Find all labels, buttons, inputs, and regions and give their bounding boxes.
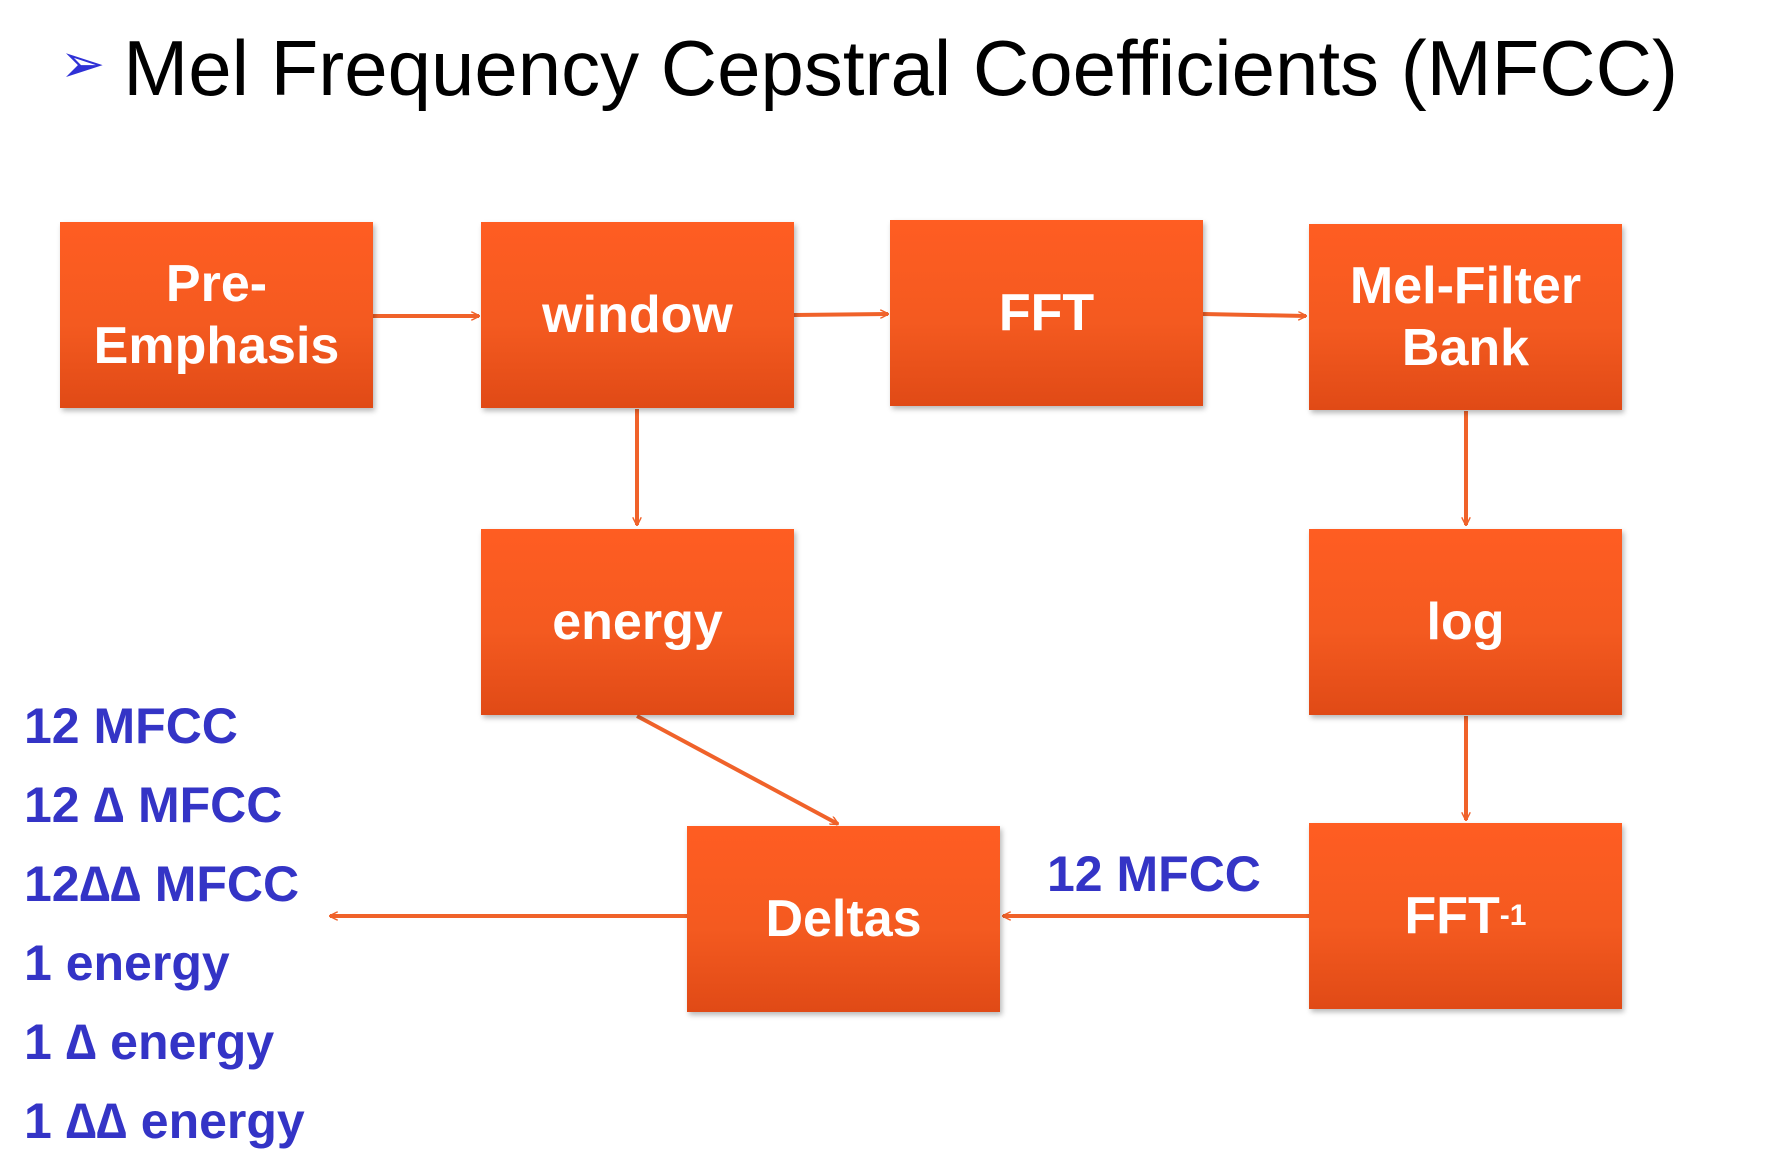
output-item: 1 ∆∆ energy (24, 1093, 305, 1149)
slide-title-text: Mel Frequency Cepstral Coefficients (MFCC) (123, 24, 1678, 112)
arrowhead-bullet-icon: ➢ (60, 34, 106, 94)
box-fft-inverse: FFT -1 (1309, 823, 1622, 1009)
arrow-energy-to-deltas (637, 716, 838, 824)
output-item: 1 energy (24, 935, 230, 991)
edge-label-12-mfcc: 12 MFCC (1047, 846, 1261, 902)
output-item: 12∆∆ MFCC (24, 856, 300, 912)
box-fft: FFT (890, 220, 1203, 406)
box-energy: energy (481, 529, 794, 715)
box-window: window (481, 222, 794, 408)
box-mel-filter-bank: Mel-Filter Bank (1309, 224, 1622, 410)
arrow-fft-to-mel-filter-bank (1203, 314, 1306, 316)
fft-inverse-label: FFT (1404, 886, 1500, 945)
output-feature-list (24, 697, 305, 1171)
box-deltas: Deltas (687, 826, 1000, 1012)
output-item: 12 MFCC (24, 698, 238, 754)
arrow-window-to-fft (794, 314, 888, 315)
box-log: log (1309, 529, 1622, 715)
output-item: 1 ∆ energy (24, 1014, 275, 1070)
box-pre-emphasis: Pre- Emphasis (60, 222, 373, 408)
output-item: 12 ∆ MFCC (24, 777, 283, 833)
